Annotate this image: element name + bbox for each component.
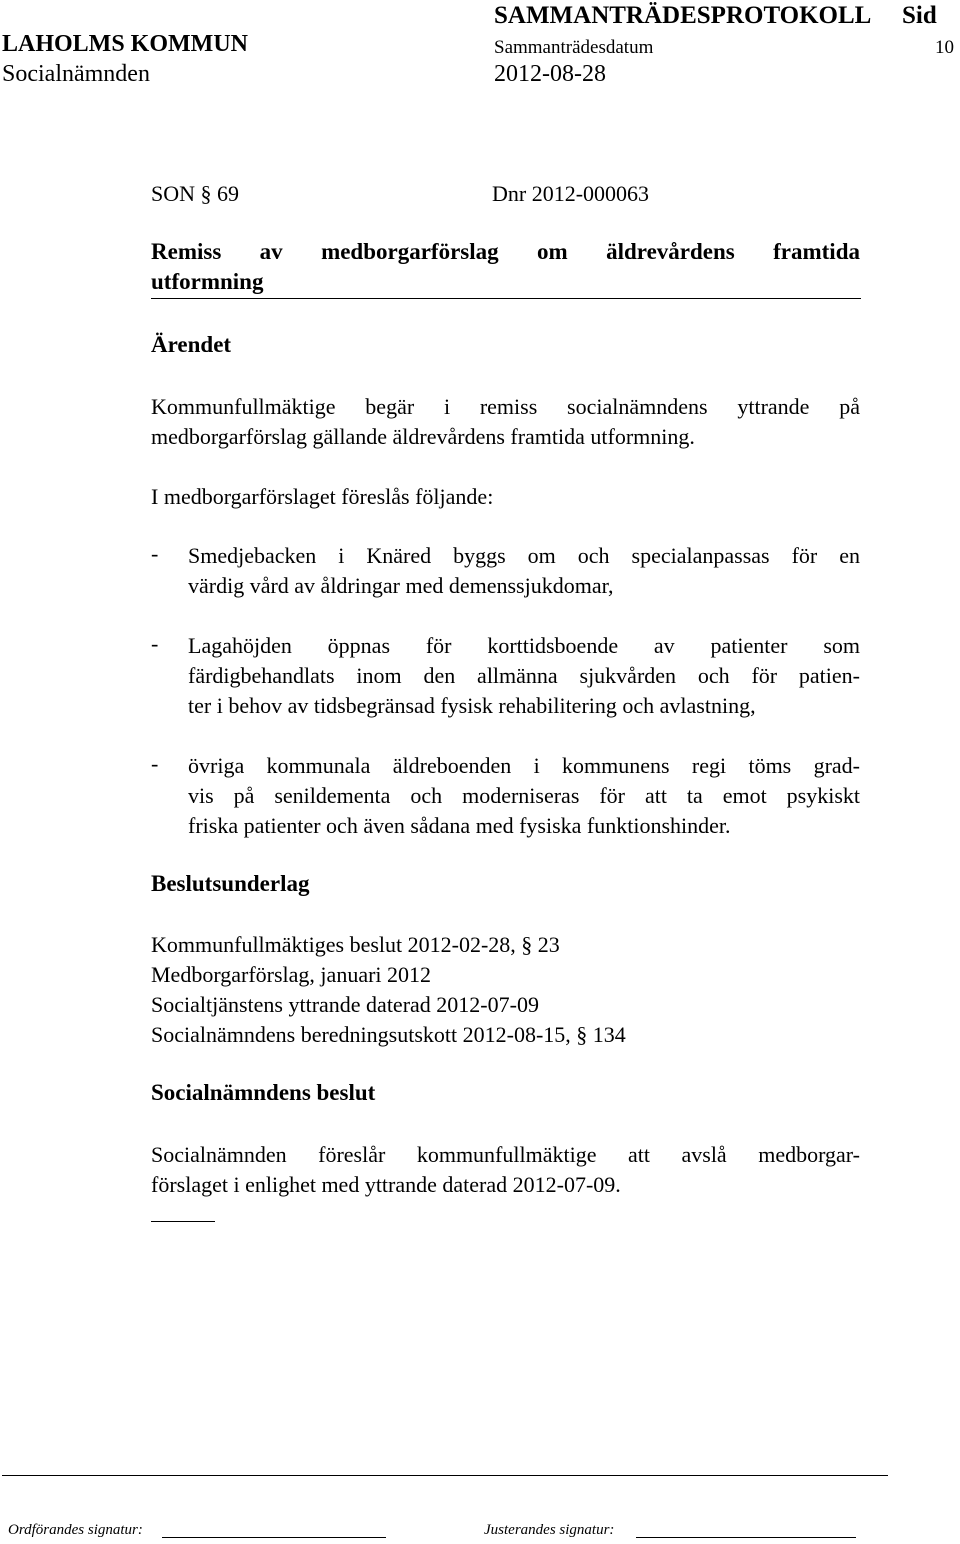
basis-item: Socialtjänstens yttrande daterad 2012-07-09 xyxy=(151,992,539,1017)
section-number: SON § 69 xyxy=(151,181,240,206)
title-word: Remiss xyxy=(151,239,222,264)
case-title-line2: utformning xyxy=(151,269,264,294)
end-mark-line xyxy=(151,1221,215,1222)
bullet-dash: - xyxy=(151,541,159,566)
page-number: 10 xyxy=(935,37,954,58)
bullet-3-line3: friska patienter och även sådana med fysiska funktionshinder. xyxy=(188,813,731,838)
title-word: framtida xyxy=(773,239,860,264)
bullet-dash: - xyxy=(151,631,159,656)
bullet-2-line2: färdigbehandlats inom den allmänna sjukvården och för patien- xyxy=(188,663,860,688)
arendet-intro: I medborgarförslaget föreslås följande: xyxy=(151,484,494,509)
bullet-2-line1: Lagahöjden öppnas för korttidsboende av patienter som xyxy=(188,633,860,658)
adjuster-signature-label: Justerandes signatur: xyxy=(484,1522,615,1538)
bullet-dash: - xyxy=(151,751,159,776)
arendet-line1: Kommunfullmäktige begär i remiss socialnämndens yttrande på xyxy=(151,394,860,419)
meeting-date: 2012-08-28 xyxy=(494,61,606,87)
arendet-line2: medborgarförslag gällande äldrevårdens framtida utformning. xyxy=(151,424,695,449)
title-word: medborgarförslag xyxy=(321,239,499,264)
municipality-name: LAHOLMS KOMMUN xyxy=(2,31,248,57)
basis-item: Medborgarförslag, januari 2012 xyxy=(151,962,432,987)
title-word: av xyxy=(259,239,283,264)
bullet-1-line1: Smedjebacken i Knäred byggs om och specialanpassas för en xyxy=(188,543,860,568)
adjuster-signature-line xyxy=(636,1537,856,1538)
basis-item: Socialnämndens beredningsutskott 2012-08-15, § 134 xyxy=(151,1022,626,1047)
bullet-2-line3: ter i behov av tidsbegränsad fysisk rehabilitering och avlastning, xyxy=(188,693,756,718)
title-word: om xyxy=(537,239,568,264)
decision-line1: Socialnämnden föreslår kommunfullmäktige att avslå medborgar- xyxy=(151,1142,860,1167)
footer-divider xyxy=(2,1475,888,1476)
sid-label: Sid xyxy=(902,2,937,29)
bullet-3-line2: vis på senildementa och moderniseras för att ta emot psykiskt xyxy=(188,783,860,808)
title-word: äldrevårdens xyxy=(606,239,735,264)
protocol-title: SAMMANTRÄDESPROTOKOLL xyxy=(494,2,872,29)
case-title-line1 xyxy=(151,239,860,265)
beslut-heading: Socialnämndens beslut xyxy=(151,1080,376,1105)
bullet-3-line1: övriga kommunala äldreboenden i kommunens regi töms grad- xyxy=(188,753,860,778)
chair-signature-label: Ordförandes signatur: xyxy=(8,1522,143,1538)
arendet-heading: Ärendet xyxy=(151,332,232,357)
committee-name: Socialnämnden xyxy=(2,61,150,87)
title-underline xyxy=(151,298,861,299)
beslutsunderlag-heading: Beslutsunderlag xyxy=(151,871,310,896)
basis-item: Kommunfullmäktiges beslut 2012-02-28, § 23 xyxy=(151,932,560,957)
bullet-1-line2: värdig vård av åldringar med demenssjukdomar, xyxy=(188,573,614,598)
decision-line2: förslaget i enlighet med yttrande daterad 2012-07-09. xyxy=(151,1172,621,1197)
chair-signature-line xyxy=(162,1537,386,1538)
diary-number: Dnr 2012-000063 xyxy=(492,181,650,206)
meeting-date-label: Sammanträdesdatum xyxy=(494,37,654,58)
